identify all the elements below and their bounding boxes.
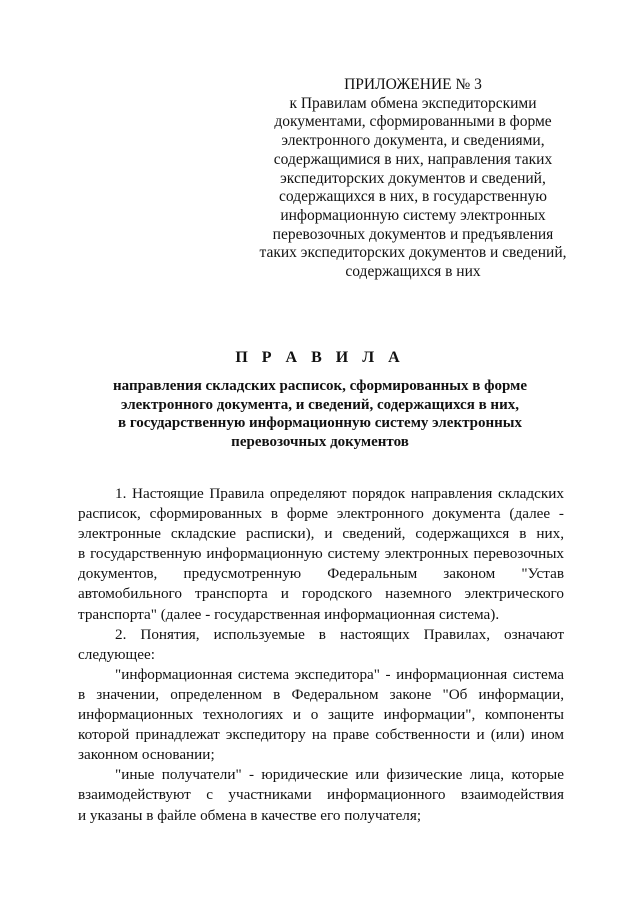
appendix-line: содержащихся в них, в государственную: [279, 188, 547, 206]
text-line: и указаны в файле обмена в качестве его получателя;: [78, 806, 422, 824]
rules-title: П Р А В И Л А: [235, 349, 405, 366]
subtitle-line: перевозочных документов: [231, 433, 409, 450]
subtitle-line: электронного документа, и сведений, содержащихся в них,: [121, 396, 519, 413]
text-line: взаимодействуют с участниками информационного взаимодействия: [78, 786, 564, 804]
text-line: 2. Понятия, используемые в настоящих Правилах, означают: [115, 625, 564, 643]
text-line: "информационная система экспедитора" - информационная система: [115, 665, 564, 683]
text-line: документов, предусмотренную Федеральным законом "Устав: [78, 565, 564, 583]
appendix-header: [258, 76, 568, 282]
appendix-line: содержащимися в них, направления таких: [273, 150, 553, 168]
body-text: [78, 484, 564, 826]
rules-subtitle: [90, 377, 550, 451]
text-line: расписок, сформированных в форме электронного документа (далее -: [78, 505, 564, 523]
text-line: электронные складские расписки), и сведений, содержащихся в них,: [78, 525, 564, 543]
text-line: законном основании;: [78, 746, 215, 764]
appendix-line: содержащихся в них: [345, 263, 481, 281]
text-line: автомобильного транспорта и городского наземного электрического: [78, 585, 564, 603]
text-line: транспорта" (далее - государственная информационная система).: [78, 605, 500, 623]
paragraph-2: [78, 625, 564, 665]
appendix-line: перевозочных документов и предъявления: [272, 225, 554, 243]
text-line: которой принадлежат экспедитору на праве собственности и (или) ином: [78, 726, 564, 744]
appendix-line: экспедиторских документов и сведений,: [280, 169, 546, 187]
appendix-line: электронного документа, и сведениями,: [281, 132, 545, 150]
appendix-line: информационную систему электронных: [280, 206, 546, 224]
text-line: "иные получатели" - юридические или физические лица, которые: [115, 766, 564, 784]
subtitle-line: направления складских расписок, сформированных в форме: [113, 378, 527, 394]
appendix-line: документами, сформированными в форме: [274, 113, 552, 131]
text-line: в государственную информационную систему электронных перевозочных: [78, 545, 564, 563]
text-line: информационных технологиях и о защите информации", компоненты: [78, 706, 564, 724]
appendix-line: таких экспедиторских документов и сведений,: [259, 244, 567, 262]
paragraph-1: [78, 484, 564, 625]
paragraph-3: [78, 665, 564, 765]
appendix-title: ПРИЛОЖЕНИЕ № 3: [344, 76, 482, 93]
subtitle-line: в государственную информационную систему электронных: [118, 415, 522, 431]
paragraph-4: [78, 765, 564, 825]
text-line: следующее:: [78, 645, 155, 663]
text-line: в значении, определенном в Федеральном законе "Об информации,: [78, 685, 564, 703]
text-line: 1. Настоящие Правила определяют порядок направления складских: [115, 485, 564, 502]
appendix-line: к Правилам обмена экспедиторскими: [289, 94, 537, 112]
